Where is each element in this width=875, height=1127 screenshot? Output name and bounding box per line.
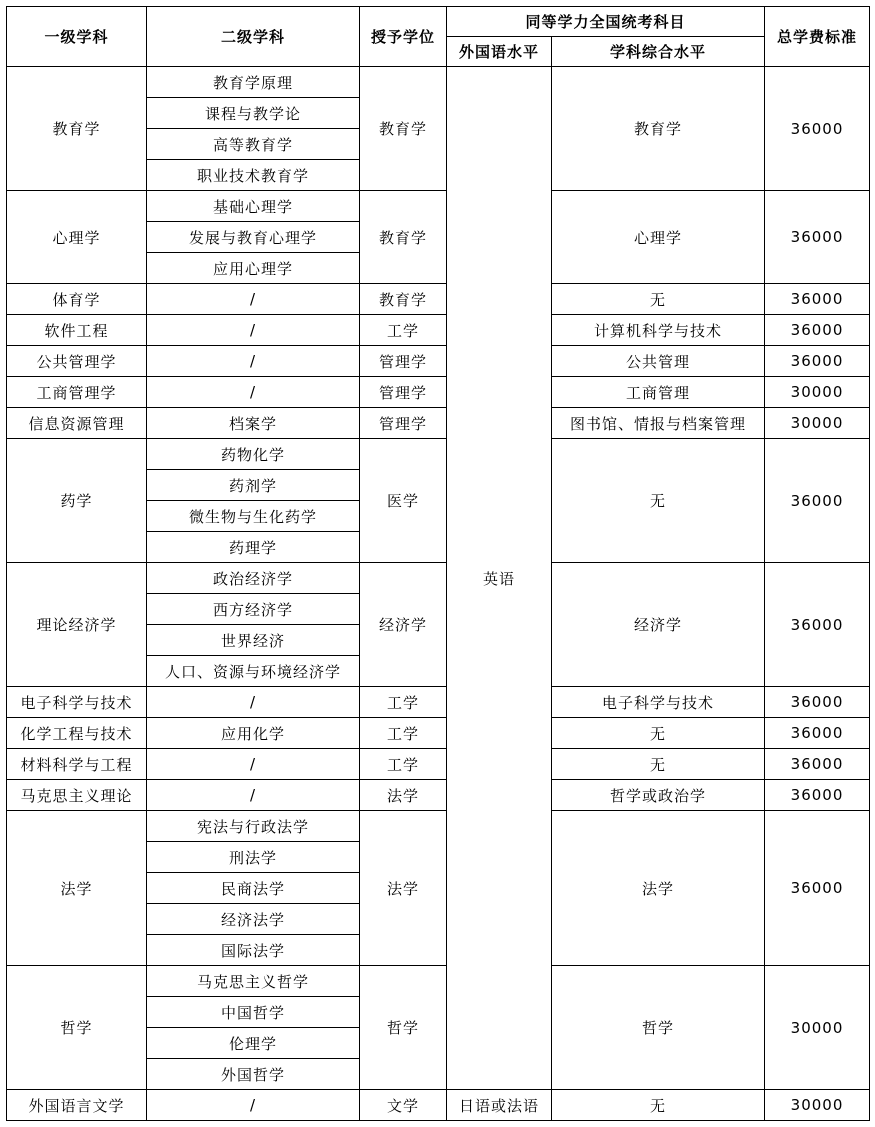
comprehensive-subject-cell: 哲学或政治学: [552, 780, 765, 811]
primary-discipline-cell: 法学: [7, 811, 147, 966]
primary-discipline-cell: 药学: [7, 439, 147, 563]
primary-discipline-cell: 电子科学与技术: [7, 687, 147, 718]
fee-cell: 36000: [765, 346, 870, 377]
secondary-discipline-cell: 职业技术教育学: [147, 160, 360, 191]
secondary-discipline-cell: /: [147, 749, 360, 780]
secondary-discipline-cell: 民商法学: [147, 873, 360, 904]
comprehensive-subject-cell: 无: [552, 439, 765, 563]
header-secondary-discipline: 二级学科: [147, 7, 360, 67]
secondary-discipline-cell: 中国哲学: [147, 997, 360, 1028]
comprehensive-subject-cell: 心理学: [552, 191, 765, 284]
secondary-discipline-cell: 课程与教学论: [147, 98, 360, 129]
comprehensive-subject-cell: 图书馆、情报与档案管理: [552, 408, 765, 439]
degree-cell: 工学: [360, 315, 447, 346]
secondary-discipline-cell: 经济法学: [147, 904, 360, 935]
fee-cell: 30000: [765, 1090, 870, 1121]
secondary-discipline-cell: 药理学: [147, 532, 360, 563]
degree-cell: 法学: [360, 780, 447, 811]
degree-cell: 管理学: [360, 377, 447, 408]
header-foreign-language: 外国语水平: [447, 37, 552, 67]
table-row: [7, 346, 870, 377]
primary-discipline-cell: 教育学: [7, 67, 147, 191]
secondary-discipline-cell: 马克思主义哲学: [147, 966, 360, 997]
primary-discipline-cell: 理论经济学: [7, 563, 147, 687]
secondary-discipline-cell: 微生物与生化药学: [147, 501, 360, 532]
comprehensive-subject-cell: 法学: [552, 811, 765, 966]
secondary-discipline-cell: 高等教育学: [147, 129, 360, 160]
degree-cell: 工学: [360, 718, 447, 749]
secondary-discipline-cell: 国际法学: [147, 935, 360, 966]
table-row: [7, 563, 870, 594]
header-primary-discipline: 一级学科: [7, 7, 147, 67]
comprehensive-subject-cell: 哲学: [552, 966, 765, 1090]
secondary-discipline-cell: /: [147, 377, 360, 408]
comprehensive-subject-cell: 经济学: [552, 563, 765, 687]
fee-cell: 36000: [765, 749, 870, 780]
primary-discipline-cell: 外国语言文学: [7, 1090, 147, 1121]
fee-cell: 36000: [765, 563, 870, 687]
secondary-discipline-cell: 刑法学: [147, 842, 360, 873]
secondary-discipline-cell: /: [147, 780, 360, 811]
table-row: [7, 284, 870, 315]
secondary-discipline-cell: 宪法与行政法学: [147, 811, 360, 842]
table-row: [7, 687, 870, 718]
degree-cell: 工学: [360, 687, 447, 718]
table-row: [7, 315, 870, 346]
table-row: [7, 780, 870, 811]
table-row: [7, 749, 870, 780]
secondary-discipline-cell: 外国哲学: [147, 1059, 360, 1090]
comprehensive-subject-cell: 公共管理: [552, 346, 765, 377]
secondary-discipline-cell: /: [147, 687, 360, 718]
secondary-discipline-cell: 药物化学: [147, 439, 360, 470]
secondary-discipline-cell: 档案学: [147, 408, 360, 439]
secondary-discipline-cell: 人口、资源与环境经济学: [147, 656, 360, 687]
degree-cell: 文学: [360, 1090, 447, 1121]
foreign-language-cell: 英语: [447, 67, 552, 1090]
table-row: [7, 439, 870, 470]
fee-cell: 36000: [765, 439, 870, 563]
comprehensive-subject-cell: 无: [552, 284, 765, 315]
header-exam-subjects: 同等学力全国统考科目: [447, 7, 765, 37]
primary-discipline-cell: 哲学: [7, 966, 147, 1090]
fee-cell: 36000: [765, 718, 870, 749]
comprehensive-subject-cell: 工商管理: [552, 377, 765, 408]
header-total-fee: 总学费标准: [765, 7, 870, 67]
comprehensive-subject-cell: 无: [552, 718, 765, 749]
degree-cell: 哲学: [360, 966, 447, 1090]
comprehensive-subject-cell: 教育学: [552, 67, 765, 191]
primary-discipline-cell: 心理学: [7, 191, 147, 284]
tuition-table: [6, 6, 870, 1121]
primary-discipline-cell: 化学工程与技术: [7, 718, 147, 749]
table-row: [7, 966, 870, 997]
table-row: [7, 377, 870, 408]
primary-discipline-cell: 工商管理学: [7, 377, 147, 408]
degree-cell: 工学: [360, 749, 447, 780]
primary-discipline-cell: 软件工程: [7, 315, 147, 346]
fee-cell: 36000: [765, 284, 870, 315]
secondary-discipline-cell: 世界经济: [147, 625, 360, 656]
table-row: [7, 408, 870, 439]
secondary-discipline-cell: 政治经济学: [147, 563, 360, 594]
secondary-discipline-cell: 药剂学: [147, 470, 360, 501]
table-row: [7, 718, 870, 749]
primary-discipline-cell: 材料科学与工程: [7, 749, 147, 780]
degree-cell: 教育学: [360, 67, 447, 191]
degree-cell: 教育学: [360, 284, 447, 315]
header-degree: 授予学位: [360, 7, 447, 67]
primary-discipline-cell: 马克思主义理论: [7, 780, 147, 811]
comprehensive-subject-cell: 计算机科学与技术: [552, 315, 765, 346]
comprehensive-subject-cell: 电子科学与技术: [552, 687, 765, 718]
fee-cell: 30000: [765, 966, 870, 1090]
fee-cell: 36000: [765, 67, 870, 191]
table-row: [7, 811, 870, 842]
secondary-discipline-cell: /: [147, 1090, 360, 1121]
table-row: [7, 191, 870, 222]
fee-cell: 36000: [765, 191, 870, 284]
fee-cell: 36000: [765, 687, 870, 718]
secondary-discipline-cell: 教育学原理: [147, 67, 360, 98]
secondary-discipline-cell: /: [147, 315, 360, 346]
degree-cell: 法学: [360, 811, 447, 966]
degree-cell: 管理学: [360, 408, 447, 439]
degree-cell: 经济学: [360, 563, 447, 687]
primary-discipline-cell: 信息资源管理: [7, 408, 147, 439]
fee-cell: 36000: [765, 811, 870, 966]
degree-cell: 教育学: [360, 191, 447, 284]
table-row: [7, 67, 870, 98]
fee-cell: 30000: [765, 408, 870, 439]
table-body: [7, 67, 870, 1121]
primary-discipline-cell: 公共管理学: [7, 346, 147, 377]
comprehensive-subject-cell: 无: [552, 749, 765, 780]
degree-cell: 医学: [360, 439, 447, 563]
foreign-language-cell: 日语或法语: [447, 1090, 552, 1121]
table-row: [7, 1090, 870, 1121]
secondary-discipline-cell: 基础心理学: [147, 191, 360, 222]
fee-cell: 30000: [765, 377, 870, 408]
secondary-discipline-cell: 伦理学: [147, 1028, 360, 1059]
comprehensive-subject-cell: 无: [552, 1090, 765, 1121]
secondary-discipline-cell: 应用化学: [147, 718, 360, 749]
header-comprehensive: 学科综合水平: [552, 37, 765, 67]
secondary-discipline-cell: /: [147, 346, 360, 377]
secondary-discipline-cell: 发展与教育心理学: [147, 222, 360, 253]
degree-cell: 管理学: [360, 346, 447, 377]
secondary-discipline-cell: /: [147, 284, 360, 315]
secondary-discipline-cell: 应用心理学: [147, 253, 360, 284]
fee-cell: 36000: [765, 315, 870, 346]
primary-discipline-cell: 体育学: [7, 284, 147, 315]
fee-cell: 36000: [765, 780, 870, 811]
secondary-discipline-cell: 西方经济学: [147, 594, 360, 625]
